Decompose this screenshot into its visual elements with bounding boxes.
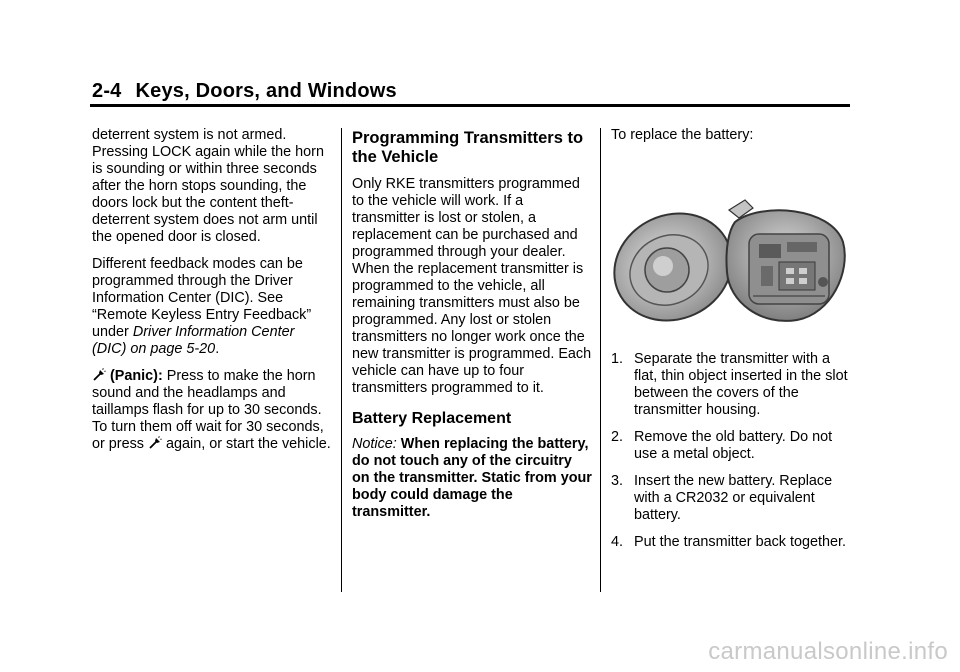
panic-label: (Panic): [110,368,163,384]
notice-label: Notice: [352,436,397,452]
page-header [92,80,397,103]
heading-programming-transmitters: Programming Transmitters to the Vehicle [352,129,584,166]
battery-steps [611,351,851,551]
feedback-text: Different feedback modes can be programmed through the Driver Information Center (DIC). See “Remote Keyless Entry Feedback” under [92,256,312,340]
battery-intro: To replace the battery: [611,127,754,143]
dic-reference-link[interactable]: Driver Information Center (DIC) on page 5-20 [92,324,295,357]
panic-horn-icon-inline [148,436,162,450]
paragraph-feedback-modes [92,256,332,358]
notice-text: When replacing the battery, do not touch any of the circuitry on the transmitter. Static from your body could damage the transmitter. [352,436,592,520]
panic-horn-icon [92,368,106,382]
column-divider-2 [600,128,601,592]
paragraph-theft-deterrent: deterrent system is not armed. Pressing LOCK again while the horn is sounding or within three seconds after the horn stops sounding, the doors lock but the content theft-deterrent system does not arm until the opened door is closed. [92,127,324,245]
column-divider-1 [341,128,342,592]
heading-battery-replacement: Battery Replacement [352,410,512,427]
step-item: 2. Remove the old battery. Do not use a metal object. [611,429,833,462]
paragraph-programming: Only RKE transmitters programmed to the vehicle will work. If a transmitter is lost or stolen, a replacement can be purchased and programmed through your dealer. When the replacement transmitter is programmed to the vehicle, all remaining transmitters must also be programmed. Any lost or stolen transmitters no longer work once the new transmitter is programmed. Each vehicle can have up to four transmitters programmed to it. [352,176,592,396]
transmitter-open-image [611,182,849,332]
paragraph-panic [92,368,332,453]
feedback-period: . [215,341,220,357]
column-3 [611,127,851,561]
column-1 [92,127,332,463]
panic-text: Press to make the horn sound and the headlamps and taillamps flash for up to 30 seconds. To turn them off wait for 30 seconds, or press [92,368,324,452]
step-item: 3. Insert the new battery. Replace with a CR2032 or equivalent battery. [611,473,833,523]
column-2 [352,127,592,531]
notice-block [352,436,592,521]
step-item: 4. Put the transmitter back together. [611,534,846,550]
chapter-title: Keys, Doors, and Windows [135,80,397,102]
panic-text-end: again, or start the vehicle. [165,436,331,452]
step-item: 1. Separate the transmitter with a flat, thin object inserted in the slot between the covers of the transmitter housing. [611,351,848,418]
page-number: 2-4 [92,80,122,102]
header-rule [90,104,850,107]
site-watermark: carmanualsonline.info [708,638,948,665]
